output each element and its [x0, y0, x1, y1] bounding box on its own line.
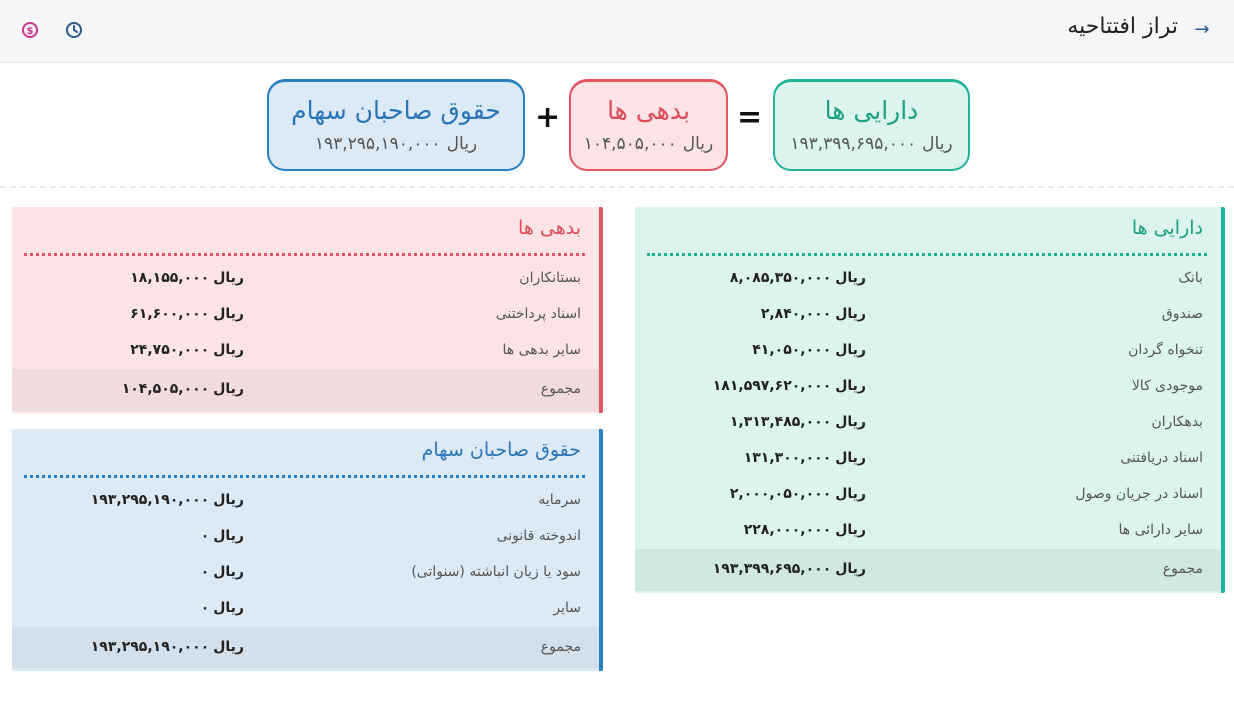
equity-panel-separator: [24, 475, 585, 478]
list-item: سایر دارائی ها ریال۲۲۸,۰۰۰,۰۰۰: [743, 522, 1203, 538]
page-title: تراز افتتاحیه: [1067, 14, 1178, 39]
page-header: [0, 0, 1234, 63]
liabilities-panel: [12, 207, 603, 413]
list-item: اسناد در جریان وصول ریال۲,۰۰۰,۰۵۰,۰۰۰: [729, 486, 1203, 502]
equals-sign: =: [737, 100, 763, 135]
svg-text:$: $: [26, 26, 34, 37]
list-item: موجودی کالا ریال۱۸۱,۵۹۷,۶۲۰,۰۰۰: [712, 378, 1203, 394]
liabilities-panel-separator: [24, 253, 585, 256]
assets-panel-title: دارایی ها: [1131, 217, 1203, 239]
clock-icon[interactable]: [65, 21, 83, 39]
equity-summary-value: ریال۱۹۳,۲۹۵,۱۹۰,۰۰۰: [314, 134, 478, 154]
liabilities-summary-value: ریال۱۰۴,۵۰۵,۰۰۰: [583, 134, 714, 154]
assets-summary-title: دارایی ها: [824, 96, 919, 125]
equity-summary-title: حقوق صاحبان سهام: [291, 96, 501, 125]
list-item: اسناد دریافتنی ریال۱۳۱,۳۰۰,۰۰۰: [743, 450, 1203, 466]
plus-sign: +: [535, 100, 561, 135]
list-item: بستانکاران ریال۱۸,۱۵۵,۰۰۰: [130, 270, 581, 286]
assets-summary-card: [773, 79, 970, 171]
list-item: اسناد پرداختنی ریال۶۱,۶۰۰,۰۰۰: [130, 306, 581, 322]
liabilities-summary-card: [569, 79, 728, 171]
liabilities-summary-title: بدهی ها: [607, 96, 690, 125]
list-item: بدهکاران ریال۱,۳۱۳,۴۸۵,۰۰۰: [729, 414, 1203, 430]
list-item: اندوخته قانونی ریال۰: [200, 528, 581, 544]
coin-icon[interactable]: [21, 21, 39, 39]
list-item: صندوق ریال۲,۸۴۰,۰۰۰: [760, 306, 1203, 322]
list-item: سایر بدهی ها ریال۲۴,۷۵۰,۰۰۰: [130, 342, 581, 358]
liabilities-panel-title: بدهی ها: [518, 217, 581, 239]
list-item: سود یا زیان انباشته (سنواتی) ریال۰: [200, 564, 581, 580]
section-divider: [0, 186, 1234, 188]
assets-panel: [635, 207, 1225, 593]
assets-panel-separator: [647, 253, 1207, 256]
list-item: سایر ریال۰: [200, 600, 581, 616]
list-item: بانک ریال۸,۰۸۵,۳۵۰,۰۰۰: [729, 270, 1203, 286]
arrow-right-icon[interactable]: →: [1194, 19, 1210, 40]
equity-panel-title: حقوق صاحبان سهام: [421, 439, 581, 461]
equity-summary-card: [267, 79, 525, 171]
assets-summary-value: ریال۱۹۳,۳۹۹,۶۹۵,۰۰۰: [790, 134, 953, 154]
assets-total-row: مجموع ریال۱۹۳,۳۹۹,۶۹۵,۰۰۰: [635, 549, 1221, 591]
equity-total-row: مجموع ریال۱۹۳,۲۹۵,۱۹۰,۰۰۰: [12, 627, 599, 669]
liabilities-total-row: مجموع ریال۱۰۴,۵۰۵,۰۰۰: [12, 369, 599, 411]
list-item: سرمایه ریال۱۹۳,۲۹۵,۱۹۰,۰۰۰: [90, 492, 581, 508]
equity-panel: [12, 429, 603, 671]
list-item: تنخواه گردان ریال۴۱,۰۵۰,۰۰۰: [752, 342, 1203, 358]
